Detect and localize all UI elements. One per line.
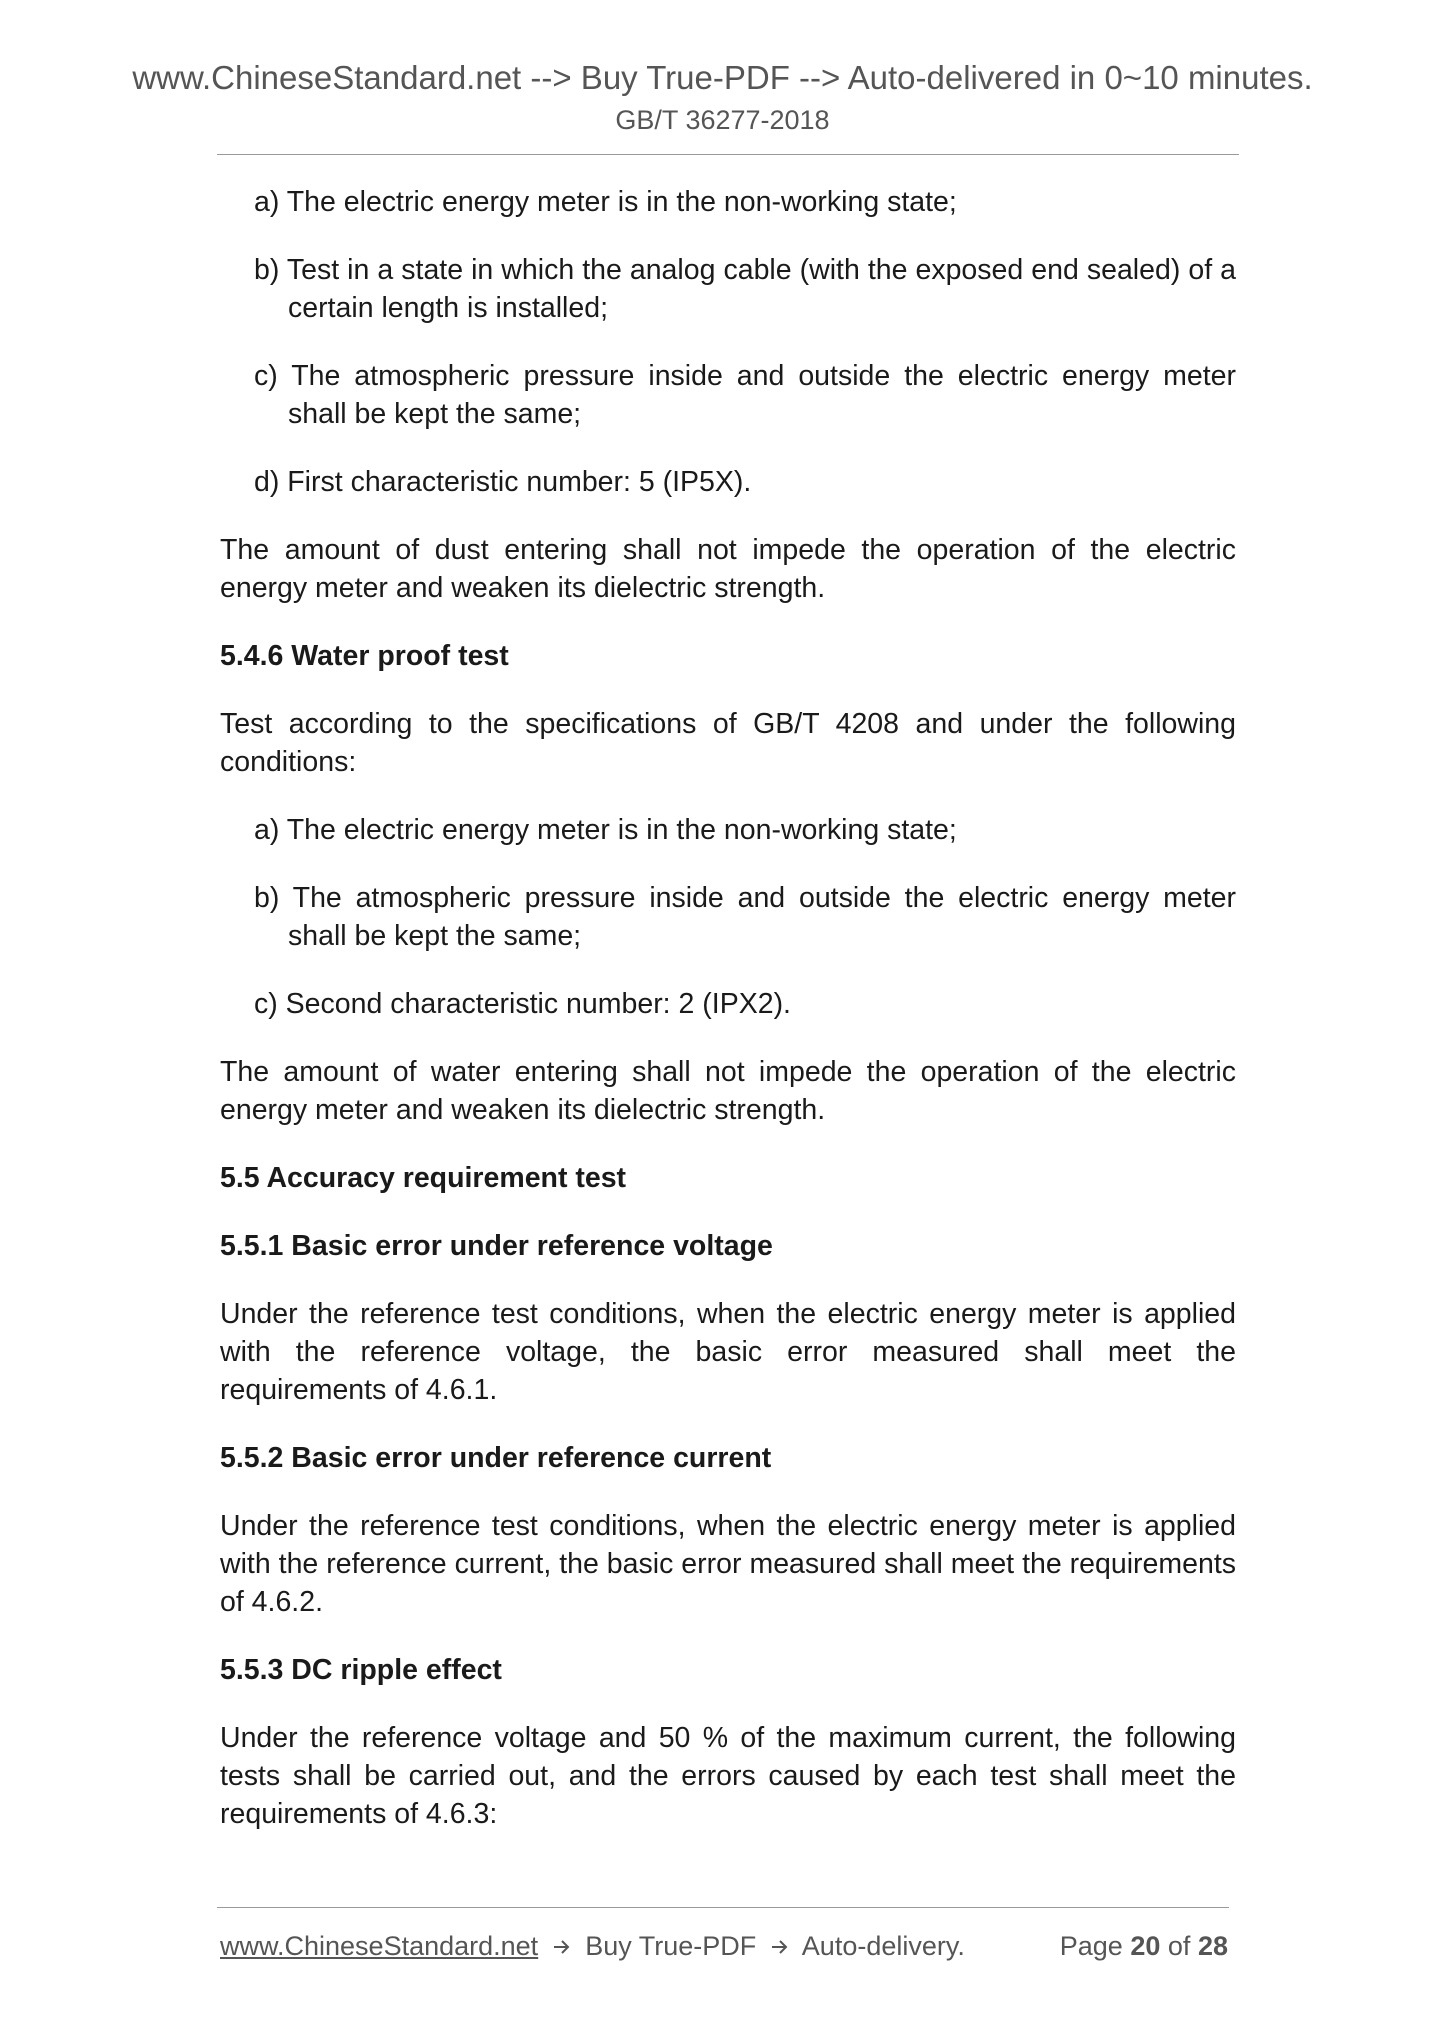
list-item: b) The atmospheric pressure inside and outside the electric energy meter shall be kept the same; (254, 882, 1237, 952)
header-banner: www.ChineseStandard.net --> Buy True-PDF --> Auto-delivered in 0~10 minutes. (132, 59, 1313, 96)
arrow-right-icon (552, 1937, 572, 1957)
section-heading-5-4-6: 5.4.6 Water proof test (220, 640, 509, 672)
list-item: d) First characteristic number: 5 (IP5X). (254, 466, 752, 498)
footer-links (220, 1929, 965, 1963)
paragraph-5-5-2: Under the reference test conditions, when the electric energy meter is applied with the reference current, the basic error measured shall meet the requirements of 4.6.2. (220, 1510, 1236, 1618)
standard-number: GB/T 36277-2018 (615, 105, 830, 135)
page-number: Page 20 of 28 (1059, 1931, 1228, 1961)
list-item: a) The electric energy meter is in the non-working state; (254, 814, 957, 846)
paragraph-5-5-3: Under the reference voltage and 50 % of the maximum current, the following tests shall be carried out, and the errors caused by each test shall meet the requirements of 4.6.3: (220, 1722, 1236, 1830)
list-item: c) The atmospheric pressure inside and outside the electric energy meter shall be kept the same; (254, 360, 1237, 430)
auto-delivery-text: Auto-delivery. (801, 1931, 965, 1961)
arrow-right-icon (770, 1937, 790, 1957)
list-item: c) Second characteristic number: 2 (IPX2). (254, 988, 791, 1020)
dust-conclusion: The amount of dust entering shall not impede the operation of the electric energy meter and weaken its dielectric strength. (220, 534, 1236, 604)
section-heading-5-5-1: 5.5.1 Basic error under reference voltage (220, 1230, 773, 1262)
header-divider (217, 154, 1239, 155)
section-heading-5-5: 5.5 Accuracy requirement test (220, 1162, 627, 1194)
water-conclusion: The amount of water entering shall not impede the operation of the electric energy meter and weaken its dielectric strength. (220, 1056, 1236, 1126)
buy-text: Buy True-PDF (585, 1931, 757, 1961)
footer-divider (217, 1907, 1229, 1908)
paragraph-5-5-1: Under the reference test conditions, when the electric energy meter is applied with the reference voltage, the basic error measured shall meet the requirements of 4.6.1. (220, 1298, 1236, 1406)
section-heading-5-5-2: 5.5.2 Basic error under reference current (220, 1442, 772, 1474)
list-item: b) Test in a state in which the analog cable (with the exposed end sealed) of a certain length is installed; (254, 254, 1237, 324)
document-body (220, 183, 1236, 1863)
total-pages: 28 (1197, 1931, 1228, 1961)
current-page: 20 (1130, 1931, 1161, 1961)
list-item: a) The electric energy meter is in the non-working state; (254, 186, 957, 218)
paragraph-5-4-6: Test according to the specifications of GB/T 4208 and under the following conditions: (220, 708, 1236, 778)
section-heading-5-5-3: 5.5.3 DC ripple effect (220, 1654, 502, 1686)
site-link[interactable]: www.ChineseStandard.net (220, 1931, 539, 1961)
